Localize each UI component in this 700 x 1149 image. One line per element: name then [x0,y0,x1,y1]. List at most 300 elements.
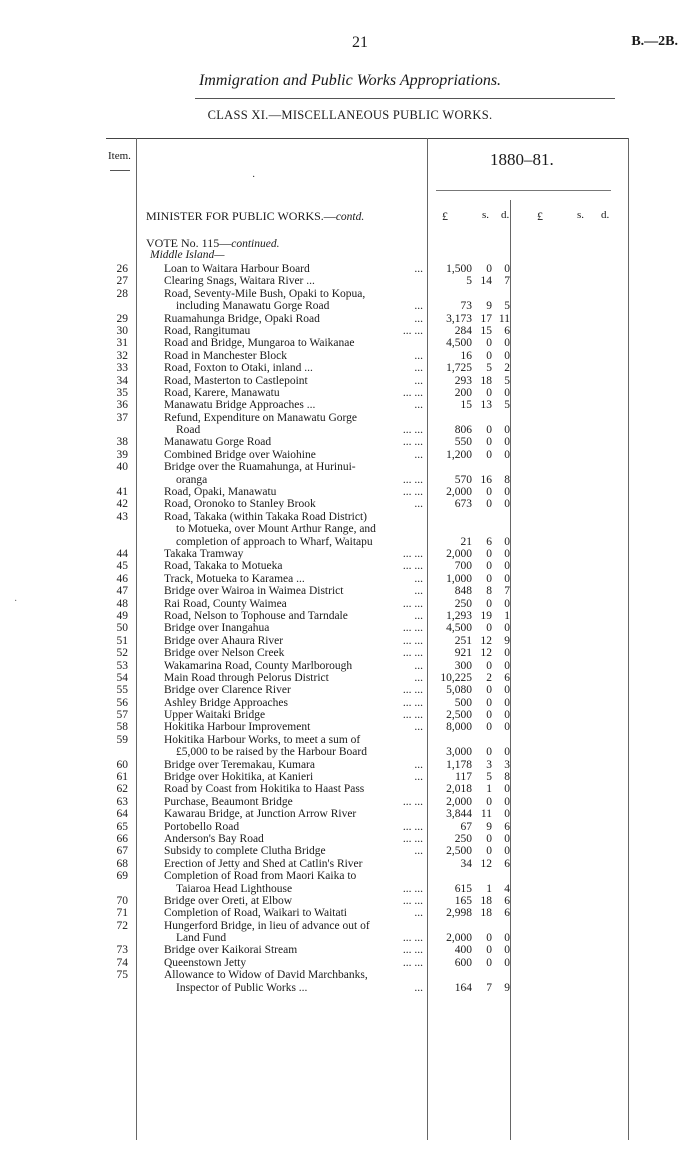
table-row [0,647,700,659]
amount-shillings: 6 [486,535,492,548]
table-row [0,536,700,548]
leader-dots: ... [414,845,423,858]
item-description [164,449,423,461]
leader-dots: ... ... [402,647,423,660]
table-row [0,486,700,498]
item-description [164,957,423,969]
amount-pounds: 2,000 [446,932,472,945]
item-description [164,684,423,696]
item-description [164,350,423,362]
document-code: B.—2B. [631,34,678,49]
table-row [0,969,700,981]
leader-dots: ... [414,399,423,412]
item-description [164,771,423,783]
item-description-text: Bridge over Kaikorai Stream [164,944,298,957]
item-description-text: completion of approach to Wharf, Waitapu [176,535,373,548]
item-description [164,560,423,572]
amount-shillings: 12 [480,857,492,870]
amount-pence: 0 [504,659,510,672]
item-description [164,858,423,870]
amount-pounds: 615 [454,882,472,895]
item-number: 33 [116,362,128,375]
amount-shillings: 0 [486,597,492,610]
item-description-text: Bridge over Ahaura River [164,634,284,647]
item-description [176,932,423,944]
item-description [164,907,423,919]
item-description-text: Track, Motueka to Karamea ... [164,572,305,585]
item-description [164,461,423,473]
item-description-text: Bridge over Teremakau, Kumara [164,758,315,771]
item-description [164,387,423,399]
amount-pence: 0 [504,386,510,399]
item-number: 37 [116,411,128,424]
item-description [164,598,423,610]
amount-shillings: 0 [486,659,492,672]
item-description-text: Completion of Road from Maori Kaika to [164,870,357,883]
item-description-text: Road, Opaki, Manawatu [164,486,277,499]
item-description [164,362,423,374]
leader-dots: ... ... [402,560,423,573]
item-description-text: Portobello Road [164,820,240,833]
item-description-text: Bridge over Clarence River [164,684,291,697]
amount-pence: 0 [504,622,510,635]
leader-dots: ... ... [402,944,423,957]
amount-pounds: 1,178 [446,758,472,771]
item-number: 27 [116,275,128,288]
item-description-text: Hungerford Bridge, in lieu of advance out of [164,919,370,932]
item-description [164,610,423,622]
amount-pence: 6 [504,671,510,684]
item-description [164,796,423,808]
amount-pence: 7 [504,275,510,288]
item-description-text: Combined Bridge over Waiohine [164,448,316,461]
item-description [176,424,423,436]
amount-shillings: 17 [480,312,492,325]
table-row [0,845,700,857]
item-description-text: Main Road through Pelorus District [164,671,329,684]
amount-pence: 6 [504,820,510,833]
item-description-text: Bridge over Wairoa in Waimea District [164,585,344,598]
leader-dots: ... ... [402,622,423,635]
item-description [176,474,423,486]
leader-dots: ... ... [402,547,423,560]
appropriation-table [0,263,700,994]
item-description-text: to Motueka, over Mount Arthur Range, and [176,523,376,536]
amount-pence: 9 [504,634,510,647]
amount-pence: 8 [504,473,510,486]
item-description [176,300,423,312]
table-row [0,932,700,944]
item-description [164,783,423,795]
amount-pounds: 700 [454,560,472,573]
item-number: 73 [116,944,128,957]
item-description [164,275,423,287]
item-number: 46 [116,572,128,585]
item-description-text: Road, Takaka to Motueka [164,560,283,573]
amount-pence: 0 [504,560,510,573]
amount-shillings: 0 [486,448,492,461]
item-description [164,436,423,448]
table-row [0,907,700,919]
leader-dots: ... ... [402,795,423,808]
amount-shillings: 0 [486,263,492,275]
table-row [0,598,700,610]
amount-pence: 0 [504,845,510,858]
amount-shillings: 1 [486,882,492,895]
amount-pence: 6 [504,907,510,920]
leader-dots: ... ... [402,932,423,945]
table-row [0,957,700,969]
amount-pence: 0 [504,424,510,437]
item-description-text: Clearing Snags, Waitara River ... [164,275,315,288]
amount-shillings: 0 [486,622,492,635]
amount-pence: 0 [504,349,510,362]
amount-pence: 0 [504,498,510,511]
vote-heading-contd: continued. [231,238,280,250]
item-number: 42 [116,498,128,511]
item-number: 36 [116,399,128,412]
item-description-text: Purchase, Beaumont Bridge [164,795,293,808]
item-number: 47 [116,585,128,598]
item-description [176,536,423,548]
item-number: 71 [116,907,128,920]
item-number: 60 [116,758,128,771]
minister-heading-text: MINISTER FOR PUBLIC WORKS.— [146,209,336,223]
item-description [164,870,423,882]
page-number: 21 [352,34,368,51]
amount-shillings: 12 [480,634,492,647]
item-description [164,734,423,746]
minister-heading [146,209,364,224]
leader-dots: ... [414,349,423,362]
item-number: 38 [116,436,128,449]
margin-dot: · [14,596,18,607]
amount-pounds: 165 [454,894,472,907]
amount-shillings: 15 [480,324,492,337]
amount-pounds: 1,293 [446,609,472,622]
table-row [0,362,700,374]
table-row [0,375,700,387]
leader-dots: ... [414,498,423,511]
amount-shillings: 0 [486,337,492,350]
amount-pounds: 500 [454,696,472,709]
amount-pounds: 921 [454,647,472,660]
amount-pounds: 2,500 [446,845,472,858]
amount-pounds: 1,200 [446,448,472,461]
item-description [164,486,423,498]
item-number: 53 [116,659,128,672]
page-title: Immigration and Public Works Appropriations. [198,72,502,89]
table-row [0,350,700,362]
amount-pence: 0 [504,597,510,610]
amount-pounds: 2,998 [446,907,472,920]
amount-shillings: 0 [486,832,492,845]
pound-header: £ [442,209,448,223]
item-description-text: Rai Road, County Waimea [164,597,287,610]
amount-shillings: 0 [486,349,492,362]
table-row [0,796,700,808]
item-description-text: Hokitika Harbour Improvement [164,721,311,734]
amount-pounds: 3,173 [446,312,472,325]
item-description [164,498,423,510]
amount-shillings: 3 [486,758,492,771]
table-row [0,585,700,597]
pound-header-2: £ [537,209,543,223]
amount-pounds: 250 [454,832,472,845]
leader-dots: ... [414,907,423,920]
leader-dots: ... [414,771,423,784]
leader-dots: ... [414,609,423,622]
item-description-text: Road in Manchester Block [164,349,287,362]
item-description [176,746,423,758]
item-description-text: Bridge over Oreti, at Elbow [164,894,293,907]
item-number: 31 [116,337,128,350]
amount-shillings: 0 [486,721,492,734]
item-description-text: Upper Waitaki Bridge [164,709,266,722]
shilling-header: s. [482,209,490,221]
amount-shillings: 0 [486,944,492,957]
item-number: 48 [116,597,128,610]
amount-shillings: 1 [486,783,492,796]
amount-pence: 0 [504,486,510,499]
table-row [0,474,700,486]
amount-shillings: 0 [486,795,492,808]
item-description [164,399,423,411]
amount-pence: 0 [504,572,510,585]
item-description [164,759,423,771]
table-row [0,660,700,672]
amount-pence: 0 [504,709,510,722]
item-description [164,920,423,932]
item-number: 41 [116,486,128,499]
amount-pounds: 4,500 [446,622,472,635]
item-description-text: Queenstown Jetty [164,956,247,969]
item-number: 51 [116,634,128,647]
amount-shillings: 18 [480,907,492,920]
leader-dots: ... [414,585,423,598]
amount-pence: 0 [504,647,510,660]
amount-pounds: 251 [454,634,472,647]
amount-pence: 0 [504,832,510,845]
item-number: 30 [116,324,128,337]
amount-pounds: 2,000 [446,795,472,808]
minister-heading-contd: contd. [335,211,365,223]
table-row [0,982,700,994]
table-row [0,808,700,820]
item-number: 72 [116,919,128,932]
item-description-text: Hokitika Harbour Works, to meet a sum of [164,733,361,746]
table-row [0,275,700,287]
amount-pence: 3 [504,758,510,771]
amount-pounds: 2,000 [446,547,472,560]
amount-pence: 6 [504,324,510,337]
amount-pounds: 2,500 [446,709,472,722]
amount-pounds: 600 [454,956,472,969]
item-description-text: Inspector of Public Works ... [176,981,308,994]
table-row [0,436,700,448]
amount-pence: 11 [498,312,510,325]
amount-shillings: 0 [486,845,492,858]
amount-pounds: 570 [454,473,472,486]
leader-dots: ... ... [402,696,423,709]
amount-pounds: 550 [454,436,472,449]
table-row [0,449,700,461]
leader-dots: ... [414,659,423,672]
amount-pounds: 1,000 [446,572,472,585]
item-number: 28 [116,287,128,300]
item-description [164,511,423,523]
table-row [0,672,700,684]
leader-dots: ... [414,448,423,461]
amount-pounds: 284 [454,324,472,337]
item-description-text: Kawarau Bridge, at Junction Arrow River [164,808,357,821]
item-number: 69 [116,870,128,883]
item-description-text: Road, Foxton to Otaki, inland ... [164,362,313,375]
leader-dots: ... ... [402,597,423,610]
amount-pounds: 5 [466,275,472,288]
amount-shillings: 5 [486,362,492,375]
vote-heading-text: VOTE No. 115— [146,236,232,250]
item-description [164,647,423,659]
item-description-text: Road by Coast from Hokitika to Haast Pass [164,783,365,796]
leader-dots: ... ... [402,436,423,449]
item-description [164,585,423,597]
amount-pounds: 21 [460,535,472,548]
amount-pounds: 34 [460,857,472,870]
item-description [164,944,423,956]
amount-pence: 2 [504,362,510,375]
item-description [164,622,423,634]
item-description [164,709,423,721]
leader-dots: ... ... [402,832,423,845]
year-column-header: 1880–81. [490,150,554,169]
amount-shillings: 0 [486,746,492,759]
item-description-text: Bridge over Hokitika, at Kanieri [164,771,314,784]
table-row [0,635,700,647]
amount-pence: 0 [504,783,510,796]
amount-shillings: 19 [480,609,492,622]
item-description-text: oranga [176,473,208,486]
table-row [0,883,700,895]
table-row [0,746,700,758]
item-description-text: Completion of Road, Waikari to Waitati [164,907,347,920]
amount-pence: 9 [504,981,510,994]
item-number: 58 [116,721,128,734]
amount-pence: 5 [504,300,510,313]
amount-pence: 0 [504,721,510,734]
amount-shillings: 0 [486,436,492,449]
item-number: 35 [116,386,128,399]
item-description [164,288,423,300]
leader-dots: ... ... [402,634,423,647]
table-row [0,870,700,882]
item-number: 32 [116,349,128,362]
table-row [0,337,700,349]
item-number: 49 [116,609,128,622]
item-description [176,982,423,994]
table-row [0,684,700,696]
amount-pence: 0 [504,337,510,350]
class-title: CLASS XI.—MISCELLANEOUS PUBLIC WORKS. [207,108,493,122]
amount-pence: 0 [504,448,510,461]
amount-pence: 0 [504,547,510,560]
amount-shillings: 0 [486,486,492,499]
amount-pounds: 300 [454,659,472,672]
item-number: 55 [116,684,128,697]
amount-pounds: 3,000 [446,746,472,759]
item-description [164,821,423,833]
item-description [164,313,423,325]
leader-dots: ... [414,374,423,387]
table-row [0,288,700,300]
item-number: 50 [116,622,128,635]
item-description-text: Taiaroa Head Lighthouse [176,882,293,895]
amount-shillings: 0 [486,424,492,437]
title-rule [195,98,615,99]
table-row [0,895,700,907]
item-number: 66 [116,832,128,845]
item-header-rule [110,170,130,171]
amount-shillings: 0 [486,696,492,709]
item-description-text: Manawatu Gorge Road [164,436,272,449]
item-description-text: Wakamarina Road, County Marlborough [164,659,353,672]
leader-dots: ... ... [402,882,423,895]
item-description-text: £5,000 to be raised by the Harbour Board [176,746,367,759]
leader-dots: ... ... [402,956,423,969]
leader-dots: ... ... [402,894,423,907]
amount-shillings: 11 [480,808,492,821]
leader-dots: ... [414,362,423,375]
item-number: 40 [116,461,128,474]
amount-pounds: 2,000 [446,486,472,499]
table-row [0,325,700,337]
amount-shillings: 2 [486,671,492,684]
pence-header: d. [501,209,510,221]
year-header-rule [436,190,611,191]
amount-shillings: 0 [486,932,492,945]
amount-pounds: 73 [460,300,472,313]
table-row [0,263,700,275]
item-description-text: Manawatu Bridge Approaches ... [164,399,316,412]
amount-pence: 5 [504,399,510,412]
item-description-text: Road and Bridge, Mungaroa to Waikanae [164,337,355,350]
amount-pounds: 806 [454,424,472,437]
item-number: 26 [116,263,128,275]
amount-pence: 0 [504,684,510,697]
table-row [0,721,700,733]
table-row [0,610,700,622]
amount-pence: 0 [504,263,510,275]
amount-pounds: 250 [454,597,472,610]
table-row [0,461,700,473]
amount-pounds: 400 [454,944,472,957]
amount-shillings: 18 [480,374,492,387]
table-row [0,523,700,535]
leader-dots: ... ... [402,820,423,833]
item-description-text: Ashley Bridge Approaches [164,696,288,709]
item-description-text: Bridge over Nelson Creek [164,647,285,660]
table-row [0,300,700,312]
amount-pence: 0 [504,436,510,449]
table-row [0,771,700,783]
item-number: 52 [116,647,128,660]
amount-pence: 0 [504,956,510,969]
item-description-text: Road [176,424,201,437]
item-description [164,635,423,647]
amount-pounds: 848 [454,585,472,598]
amount-pence: 0 [504,932,510,945]
table-row [0,622,700,634]
